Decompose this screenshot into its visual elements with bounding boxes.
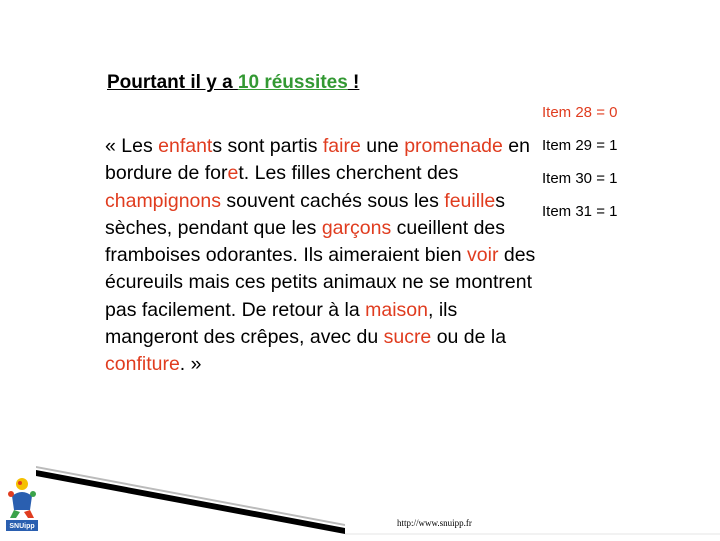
highlighted-word: champignons — [105, 189, 221, 212]
text-segment: en bordure de for — [105, 135, 530, 185]
highlighted-word: voir — [467, 244, 499, 267]
highlighted-word: maison — [365, 298, 429, 321]
highlighted-word: enfant — [158, 135, 213, 157]
item-score-31: Item 31 = 1 — [542, 203, 618, 220]
item-score-28: Item 28 = 0 — [542, 104, 618, 121]
item-score-30: Item 30 = 1 — [542, 170, 618, 187]
text-segment: cueillent des framboises odorantes. Ils aimeraient bien — [105, 216, 506, 267]
text-segment: t. Les filles cherchent des — [238, 162, 459, 185]
title-text-1: Pourtant il y a — [107, 72, 238, 93]
highlighted-word: confiture — [105, 353, 180, 376]
highlighted-word: feuille — [444, 189, 496, 212]
highlighted-word: faire — [322, 135, 361, 157]
highlighted-word: sucre — [383, 326, 432, 349]
text-segment: une — [360, 135, 405, 157]
highlighted-word: e — [227, 162, 239, 185]
item-score-29: Item 29 = 1 — [542, 137, 618, 154]
snuipp-logo — [2, 470, 42, 536]
footer-url: http://www.snuipp.fr — [397, 518, 472, 528]
text-segment: « Les — [105, 135, 159, 157]
text-segment: des écureuils mais ces petits animaux ne se montrent pas facilement. De retour à la — [105, 244, 536, 321]
logo-text: SNUipp — [9, 523, 35, 530]
highlighted-word: promenade — [404, 135, 503, 157]
text-segment: souvent cachés sous les — [221, 189, 445, 212]
text-segment: , ils mangeront des crêpes, avec du — [105, 298, 458, 349]
text-segment: s sont partis — [212, 135, 323, 157]
highlighted-word: garçons — [321, 216, 392, 239]
text-segment: . » — [179, 353, 202, 376]
title-text-2: ! — [347, 72, 360, 93]
text-segment: ou de la — [431, 326, 507, 349]
text-segment: s sèches, pendant que les — [105, 189, 505, 239]
title-highlight: 10 réussites — [237, 72, 348, 93]
